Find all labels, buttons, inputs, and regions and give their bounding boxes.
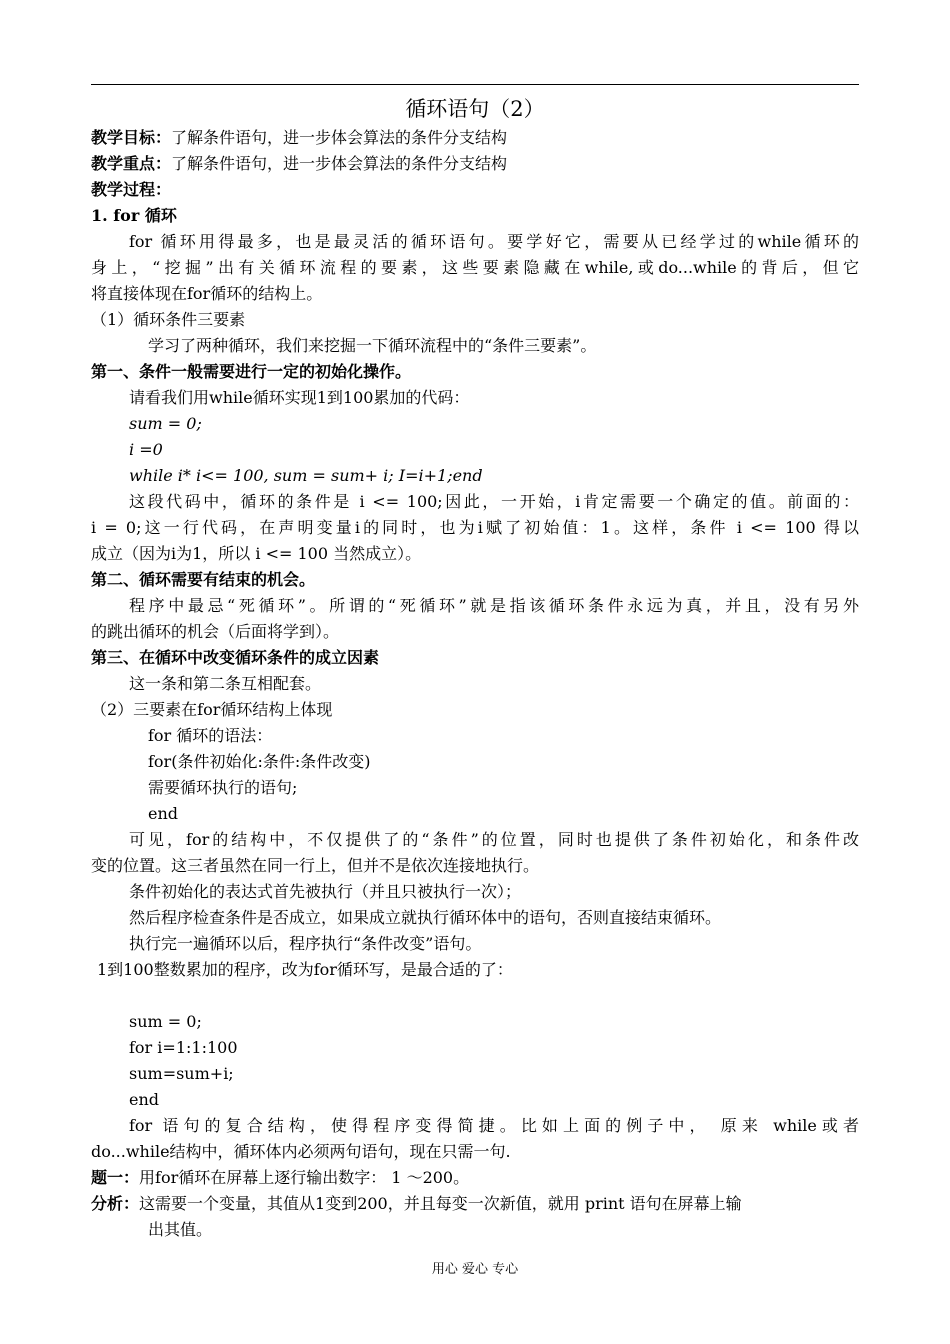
paragraph-line: 程序中最忌“死循环”。所谓的“死循环”就是指该循环条件永远为真，并且，没有另外 [129, 596, 859, 615]
paragraph-line: 然后程序检查条件是否成立，如果成立就执行循环体中的语句，否则直接结束循环。 [129, 908, 722, 927]
teaching-goal [91, 125, 859, 151]
teaching-process-heading: 教学过程： [91, 180, 172, 199]
paragraph-line: 这段代码中，循环的条件是 i <= 100;因此，一开始，i肯定需要一个确定的值。前面的： [129, 492, 859, 511]
blank-line [91, 983, 859, 1009]
paragraph-line: 成立（因为i为1，所以 i <= 100 当然成立）。 [91, 544, 422, 563]
paragraph-line: 可见，for的结构中，不仅提供了的“条件”的位置，同时也提供了条件初始化，和条件改 [129, 830, 859, 849]
code-line: sum=sum+i; [129, 1064, 234, 1083]
teaching-focus [91, 151, 859, 177]
label: 教学重点： [91, 154, 172, 173]
subsection-heading: （1）循环条件三要素 [91, 310, 246, 329]
analysis [91, 1191, 859, 1217]
paragraph-line: for 循环用得最多，也是最灵活的循环语句。要学好它，需要从已经学过的while循环的 [129, 232, 859, 251]
paragraph-line: 变的位置。这三者虽然在同一行上，但并不是依次连接地执行。 [91, 856, 540, 875]
text: 用for循环在屏幕上逐行输出数字： 1 ～200。 [139, 1168, 470, 1187]
header-rule [91, 84, 859, 85]
label: 教学目标： [91, 128, 172, 147]
syntax-line: 需要循环执行的语句; [148, 778, 298, 797]
paragraph-line: 执行完一遍循环以后，程序执行“条件改变”语句。 [129, 934, 482, 953]
section-heading-for-loop: 1. for 循环 [91, 206, 177, 225]
label: 题一： [91, 1168, 140, 1187]
code-line: sum = 0; [129, 414, 202, 433]
code-line: for i=1:1:100 [129, 1038, 238, 1057]
document-body [91, 94, 859, 1243]
paragraph-line: i = 0;这一行代码，在声明变量i的同时，也为i赋了初始值：1。这样，条件 i <= 100 得以 [91, 518, 859, 537]
text: 了解条件语句，进一步体会算法的条件分支结构 [171, 128, 508, 147]
paragraph-line: 的跳出循环的机会（后面将学到）。 [91, 622, 340, 641]
paragraph-line: 将直接体现在for循环的结构上。 [91, 284, 323, 303]
paragraph-line: 条件初始化的表达式首先被执行（并且只被执行一次）； [129, 882, 522, 901]
point-heading: 第三、在循环中改变循环条件的成立因素 [91, 648, 380, 667]
page-footer: 用心 爱心 专心 [431, 1262, 519, 1277]
point-heading: 第一、条件一般需要进行一定的初始化操作。 [91, 362, 412, 381]
paragraph-line: 请看我们用while循环实现1到100累加的代码： [129, 388, 470, 407]
paragraph-line: for 语句的复合结构，使得程序变得简捷。比如上面的例子中， 原来 while或者 [129, 1116, 859, 1135]
label: 分析： [91, 1194, 140, 1213]
paragraph-line: 1到100整数累加的程序，改为for循环写，是最合适的了： [97, 960, 513, 979]
exercise-one [91, 1165, 859, 1191]
text: 这需要一个变量，其值从1变到200，并且每变一次新值，就用 print 语句在屏幕上输 [139, 1194, 742, 1213]
code-line: sum = 0; [129, 1012, 202, 1031]
page-title: 循环语句（2） [405, 97, 545, 121]
syntax-line: for 循环的语法： [148, 726, 273, 745]
paragraph-line: 出其值。 [148, 1220, 213, 1239]
code-line: while i* i<= 100, sum = sum+ i; I=i+1;end [129, 466, 483, 485]
code-line: end [129, 1090, 160, 1109]
syntax-line: for(条件初始化:条件:条件改变) [148, 752, 371, 771]
paragraph-line: do...while结构中，循环体内必须两句语句，现在只需一句. [91, 1142, 511, 1161]
paragraph-line: 身上，“挖掘”出有关循环流程的要素，这些要素隐藏在while,或do...while的背后，但它 [91, 258, 859, 277]
paragraph-line: 学习了两种循环，我们来挖掘一下循环流程中的“条件三要素”。 [148, 336, 597, 355]
paragraph-line: 这一条和第二条互相配套。 [129, 674, 322, 693]
text: 了解条件语句，进一步体会算法的条件分支结构 [171, 154, 508, 173]
subsection-heading: （2）三要素在for循环结构上体现 [91, 700, 333, 719]
point-heading: 第二、循环需要有结束的机会。 [91, 570, 316, 589]
syntax-line: end [148, 804, 179, 823]
code-line: i =0 [129, 440, 163, 459]
